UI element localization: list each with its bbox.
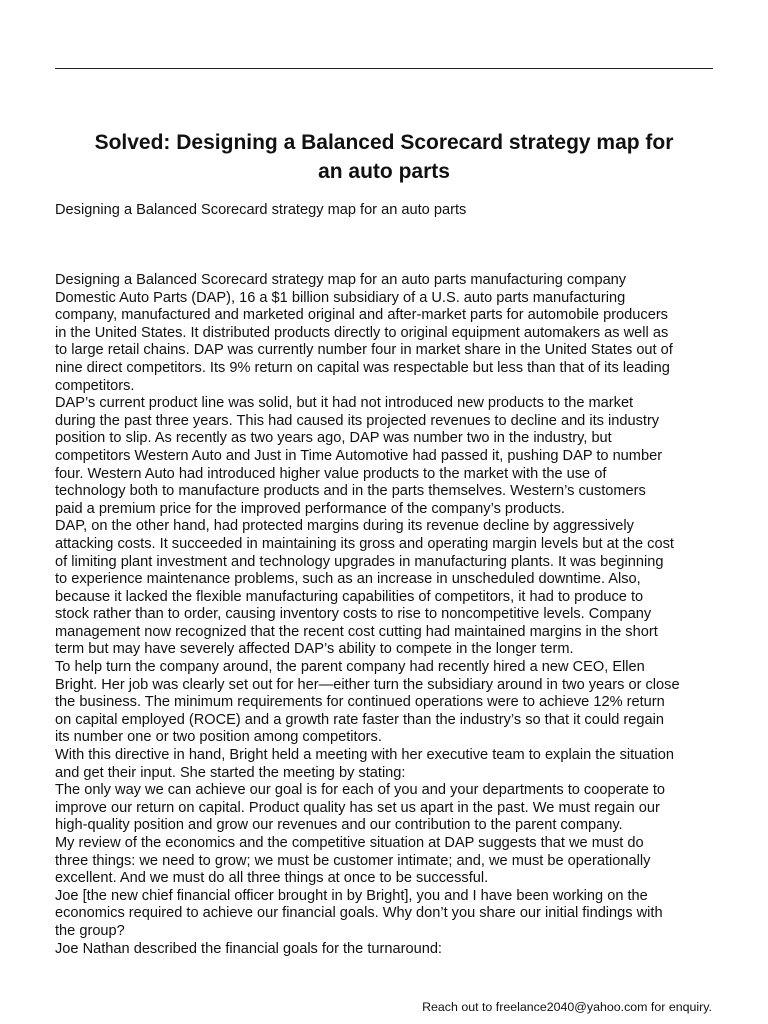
text-line: attacking costs. It succeeded in maintaining its gross and operating margin levels but at the cost <box>55 535 674 552</box>
text-line: My review of the economics and the competitive situation at DAP suggests that we must do <box>55 835 644 851</box>
paragraph <box>55 518 723 659</box>
text-line: in the United States. It distributed products directly to original equipment automakers as well as <box>55 324 669 341</box>
text-line: DAP’s current product line was solid, but it had not introduced new products to the market <box>55 395 634 412</box>
text-line: improve our return on capital. Product quality has set us apart in the past. We must regain our <box>55 799 660 816</box>
text-line: competitors Western Auto and Just in Time Automotive had passed it, pushing DAP to number <box>55 447 663 464</box>
page-title <box>40 128 728 186</box>
text-line: stock rather than to order, causing inventory costs to rise to noncompetitive levels. Company <box>55 606 652 623</box>
text-line: its number one or two position among competitors. <box>55 729 382 746</box>
text-line: because it lacked the flexible manufacturing capabilities of competitors, it had to produce to <box>55 588 644 605</box>
text-line: position to slip. As recently as two years ago, DAP was number two in the industry, but <box>55 430 612 447</box>
text-line: economics required to achieve our financial goals. Why don’t you share our initial findings with <box>55 905 663 922</box>
text-line: nine direct competitors. Its 9% return on capital was respectable but less than that of its leading <box>55 359 670 376</box>
text-line: company, manufactured and marketed original and after-market parts for automobile producers <box>55 307 668 324</box>
text-line: With this directive in hand, Bright held a meeting with her executive team to explain the situation <box>55 747 674 764</box>
document-body <box>55 272 723 958</box>
text-line: Joe Nathan described the financial goals for the turnaround: <box>55 940 442 957</box>
paragraph <box>55 747 723 782</box>
text-line: excellent. And we must do all three things at once to be successful. <box>55 870 489 887</box>
text-line: competitors. <box>55 377 135 394</box>
text-line: The only way we can achieve our goal is for each of you and your departments to cooperate to <box>55 782 666 799</box>
text-line: DAP, on the other hand, had protected margins during its revenue decline by aggressively <box>55 518 634 535</box>
text-line: of limiting plant investment and technology upgrades in manufacturing plants. It was beginning <box>55 553 664 570</box>
text-line: Designing a Balanced Scorecard strategy map for an auto parts manufacturing company <box>55 272 627 288</box>
text-line: term but may have severely affected DAP’s ability to compete in the longer term. <box>55 641 574 658</box>
text-line: three things: we need to grow; we must be customer intimate; and, we must be operationally <box>55 852 651 869</box>
text-line: four. Western Auto had introduced higher value products to the market with the use of <box>55 465 607 482</box>
text-line: high-quality position and grow our revenues and our contribution to the parent company. <box>55 817 623 834</box>
text-line: to large retail chains. DAP was currently number four in market share in the United States out of <box>55 342 673 359</box>
text-line: technology both to manufacture products and in the parts themselves. Western’s customers <box>55 483 646 500</box>
text-line: and get their input. She started the meeting by stating: <box>55 764 406 781</box>
title-line-1: Solved: Designing a Balanced Scorecard strategy map for <box>94 131 674 154</box>
text-line: To help turn the company around, the parent company had recently hired a new CEO, Ellen <box>55 659 645 676</box>
text-line: on capital employed (ROCE) and a growth rate faster than the industry’s so that it could regain <box>55 711 664 728</box>
text-line: the group? <box>55 922 125 939</box>
paragraph <box>55 782 723 835</box>
text-line: the business. The minimum requirements for continued operations were to achieve 12% return <box>55 694 665 711</box>
paragraph <box>55 941 723 959</box>
title-line-2: an auto parts <box>318 160 450 183</box>
paragraph <box>55 395 723 518</box>
text-line: Bright. Her job was clearly set out for her—either turn the subsidiary around in two years or close <box>55 676 680 693</box>
text-line: during the past three years. This had caused its projected revenues to decline and its industry <box>55 412 660 429</box>
paragraph <box>55 835 723 888</box>
footer-contact-note: Reach out to freelance2040@yahoo.com for enquiry. <box>422 1000 712 1014</box>
text-line: Domestic Auto Parts (DAP), 16 a $1 billion subsidiary of a U.S. auto parts manufacturing <box>55 289 626 306</box>
text-line: management now recognized that the recent cost cutting had maintained margins in the short <box>55 623 658 640</box>
paragraph <box>55 888 723 941</box>
paragraph <box>55 659 723 747</box>
header-divider <box>55 68 713 69</box>
text-line: paid a premium price for the improved performance of the company’s products. <box>55 500 565 517</box>
paragraph <box>55 272 723 395</box>
text-line: Joe [the new chief financial officer brought in by Bright], you and I have been working on the <box>55 887 648 904</box>
text-line: to experience maintenance problems, such as an increase in unscheduled downtime. Also, <box>55 571 641 588</box>
page-subtitle: Designing a Balanced Scorecard strategy map for an auto parts <box>55 202 467 218</box>
